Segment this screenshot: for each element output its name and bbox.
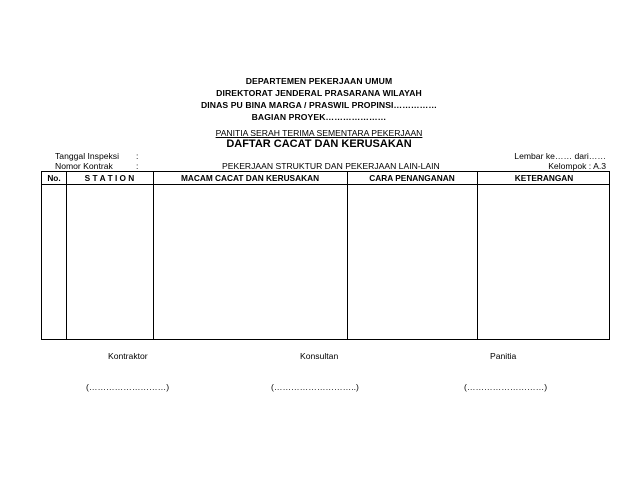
- column-divider: [66, 172, 67, 339]
- inspection-date-colon: :: [136, 151, 139, 161]
- group-code: Kelompok : A.3: [548, 161, 606, 171]
- column-divider: [153, 172, 154, 339]
- column-divider: [477, 172, 478, 339]
- department-name: DEPARTEMEN PEKERJAAN UMUM: [245, 76, 393, 86]
- work-type: PEKERJAAN STRUKTUR DAN PEKERJAAN LAIN-LAIN: [222, 161, 440, 171]
- contract-number-label: Nomor Kontrak: [55, 161, 113, 171]
- column-divider: [347, 172, 348, 339]
- agency-name: DINAS PU BINA MARGA / PRASWIL PROPINSI……………: [200, 100, 438, 110]
- column-header-handling: CARA PENANGANAN: [369, 173, 455, 183]
- page-title: DAFTAR CACAT DAN KERUSAKAN: [226, 138, 412, 150]
- contract-number-colon: :: [136, 161, 139, 171]
- defects-table: [41, 171, 610, 340]
- committee-signature-line: (………………………): [464, 382, 548, 392]
- column-header-station: S T A T I O N: [84, 173, 135, 183]
- directorate-name: DIREKTORAT JENDERAL PRASARANA WILAYAH: [216, 88, 422, 98]
- inspection-date-label: Tanggal Inspeksi: [55, 151, 120, 161]
- column-header-no: No.: [47, 173, 61, 183]
- column-header-defect-type: MACAM CACAT DAN KERUSAKAN: [180, 173, 320, 183]
- consultant-signature-line: (………………………..): [271, 382, 359, 392]
- committee-label: Panitia: [490, 351, 517, 361]
- committee-name: PANITIA SERAH TERIMA SEMENTARA PEKERJAAN: [215, 128, 423, 138]
- contractor-label: Kontraktor: [108, 351, 148, 361]
- contractor-signature-line: (………………………): [86, 382, 170, 392]
- project-section: BAGIAN PROYEK…………………: [251, 112, 387, 122]
- sheet-number: Lembar ke…… dari……: [514, 151, 606, 161]
- column-header-remarks: KETERANGAN: [514, 173, 574, 183]
- consultant-label: Konsultan: [300, 351, 339, 361]
